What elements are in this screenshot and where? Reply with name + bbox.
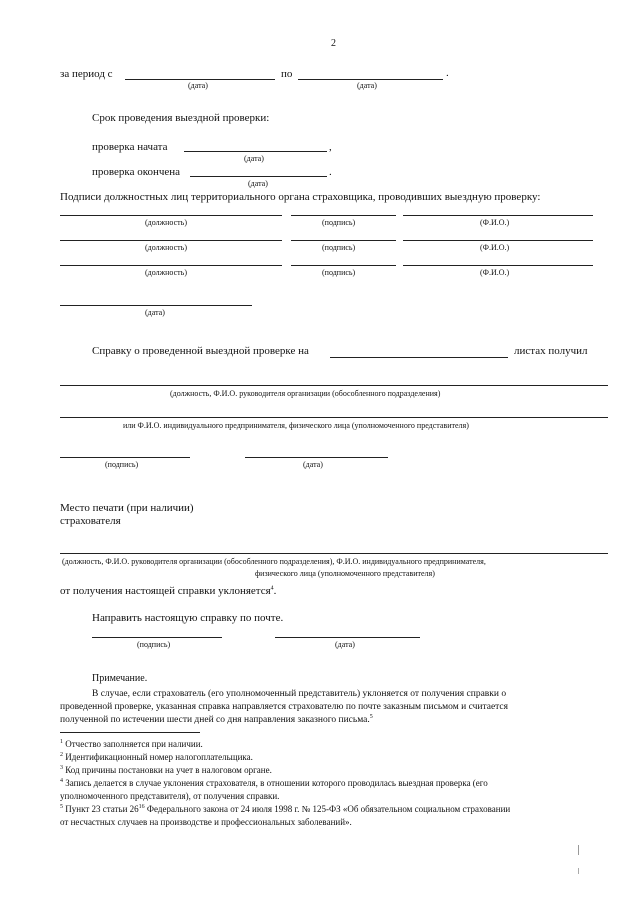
note-paragraph-cont <box>60 701 608 726</box>
note-line-1: В случае, если страхователь (его уполномоченный представитель) уклоняется от получения справки о <box>92 689 507 699</box>
inspection-ended-end: . <box>329 166 332 178</box>
inspection-started-end: , <box>329 141 332 153</box>
note-paragraph <box>60 688 608 701</box>
inspection-ended-label: проверка окончена <box>92 166 181 178</box>
signature-row-1-signature-caption: (подпись) <box>322 218 356 227</box>
inspection-started-caption: (дата) <box>244 154 264 163</box>
signature-row-1-signature-line <box>291 215 396 216</box>
signature-row-2-signature-caption: (подпись) <box>322 243 356 252</box>
signatures-date-caption: (дата) <box>145 308 165 317</box>
footnote-2: $^2$ Идентификационный номер налогоплательщика. <box>60 752 253 762</box>
receipt-date-caption: (дата) <box>303 460 323 469</box>
inspection-ended-line <box>190 176 327 177</box>
inspection-started-label: проверка начата <box>92 141 168 153</box>
receipt-text-start: Справку о проведенной выездной проверке на <box>92 345 309 357</box>
receipt-recipient-line-2 <box>60 417 608 418</box>
mail-date-line <box>275 637 420 638</box>
scan-mark <box>578 868 579 874</box>
scan-mark <box>578 845 579 855</box>
mail-signature-line <box>92 637 222 638</box>
signature-row-3-name-line <box>403 265 593 266</box>
note-title: Примечание. <box>92 673 148 684</box>
signature-row-3-signature-caption: (подпись) <box>322 268 356 277</box>
stamp-line-1: Место печати (при наличии) <box>60 502 194 514</box>
footnote-5: $^5$ Пункт 23 статьи $26^{16}$ Федерального закона от 24 июля 1998 г. № 125-ФЗ «Об обязательном социальном страховании <box>60 804 511 814</box>
signatures-heading: Подписи должностных лиц территориального органа страховщика, проводивших выездную проверку: <box>60 191 541 203</box>
period-from-line <box>125 79 275 80</box>
footnote-separator <box>60 732 200 733</box>
signature-row-3-position-line <box>60 265 282 266</box>
receipt-sheets-line <box>330 357 508 358</box>
footnote-5-cont: от несчастных случаев на производстве и профессиональных заболеваний». <box>60 817 352 827</box>
receipt-caption-2: или Ф.И.О. индивидуального предпринимателя, физического лица (уполномоченного представителя) <box>123 421 469 430</box>
signature-row-1-position-caption: (должность) <box>145 218 187 227</box>
stamp-line-2: страхователя <box>60 515 121 527</box>
signature-row-3-name-caption: (Ф.И.О.) <box>480 268 510 277</box>
period-from-label: за период с <box>60 68 113 80</box>
receipt-date-line <box>245 457 388 458</box>
signature-row-2-position-caption: (должность) <box>145 243 187 252</box>
period-to-label: по <box>281 68 293 80</box>
receipt-recipient-line-1 <box>60 385 608 386</box>
signature-row-3-signature-line <box>291 265 396 266</box>
signature-row-1-position-line <box>60 215 282 216</box>
inspection-heading: Срок проведения выездной проверки: <box>92 112 270 124</box>
signature-row-2-name-caption: (Ф.И.О.) <box>480 243 510 252</box>
evasion-caption-1: (должность, Ф.И.О. руководителя организации (обособленного подразделения), Ф.И.О. индивидуального предпринимателя, <box>62 557 486 566</box>
mail-text: Направить настоящую справку по почте. <box>92 612 284 624</box>
footnote-3: $^3$ Код причины постановки на учет в налоговом органе. <box>60 765 272 775</box>
signature-row-3-position-caption: (должность) <box>145 268 187 277</box>
receipt-text-end: листах получил <box>514 345 588 357</box>
page-number: 2 <box>331 38 336 49</box>
signature-row-2-signature-line <box>291 240 396 241</box>
footnote-4-cont: уполномоченного представителя), от получения справки. <box>60 791 280 801</box>
period-from-caption: (дата) <box>188 81 208 90</box>
note-line-3: полученной по истечении шести дней со дня направления заказного письма.$^5$ <box>60 713 373 725</box>
signature-row-2-position-line <box>60 240 282 241</box>
footnote-4: $^4$ Запись делается в случае уклонения страхователя, в отношении которого проводилась выездная проверка (его <box>60 778 488 788</box>
evasion-text: от получения настоящей справки уклоняется$^4$. <box>60 585 277 597</box>
receipt-caption-1: (должность, Ф.И.О. руководителя организации (обособленного подразделения) <box>170 389 441 398</box>
mail-signature-caption: (подпись) <box>137 640 171 649</box>
evasion-name-line <box>60 553 608 554</box>
receipt-signature-caption: (подпись) <box>105 460 139 469</box>
signature-row-1-name-caption: (Ф.И.О.) <box>480 218 510 227</box>
footnote-1: $^1$ Отчество заполняется при наличии. <box>60 739 203 749</box>
signatures-date-line <box>60 305 252 306</box>
period-to-caption: (дата) <box>357 81 377 90</box>
note-line-2: проведенной проверке, указанная справка направляется страхователю по почте заказным письмом и считается <box>60 702 509 712</box>
signature-row-2-name-line <box>403 240 593 241</box>
receipt-signature-line <box>60 457 190 458</box>
period-to-line <box>298 79 443 80</box>
period-end: . <box>446 67 449 79</box>
inspection-ended-caption: (дата) <box>248 179 268 188</box>
evasion-caption-2: физического лица (уполномоченного представителя) <box>255 569 435 578</box>
mail-date-caption: (дата) <box>335 640 355 649</box>
inspection-started-line <box>184 151 327 152</box>
signature-row-1-name-line <box>403 215 593 216</box>
